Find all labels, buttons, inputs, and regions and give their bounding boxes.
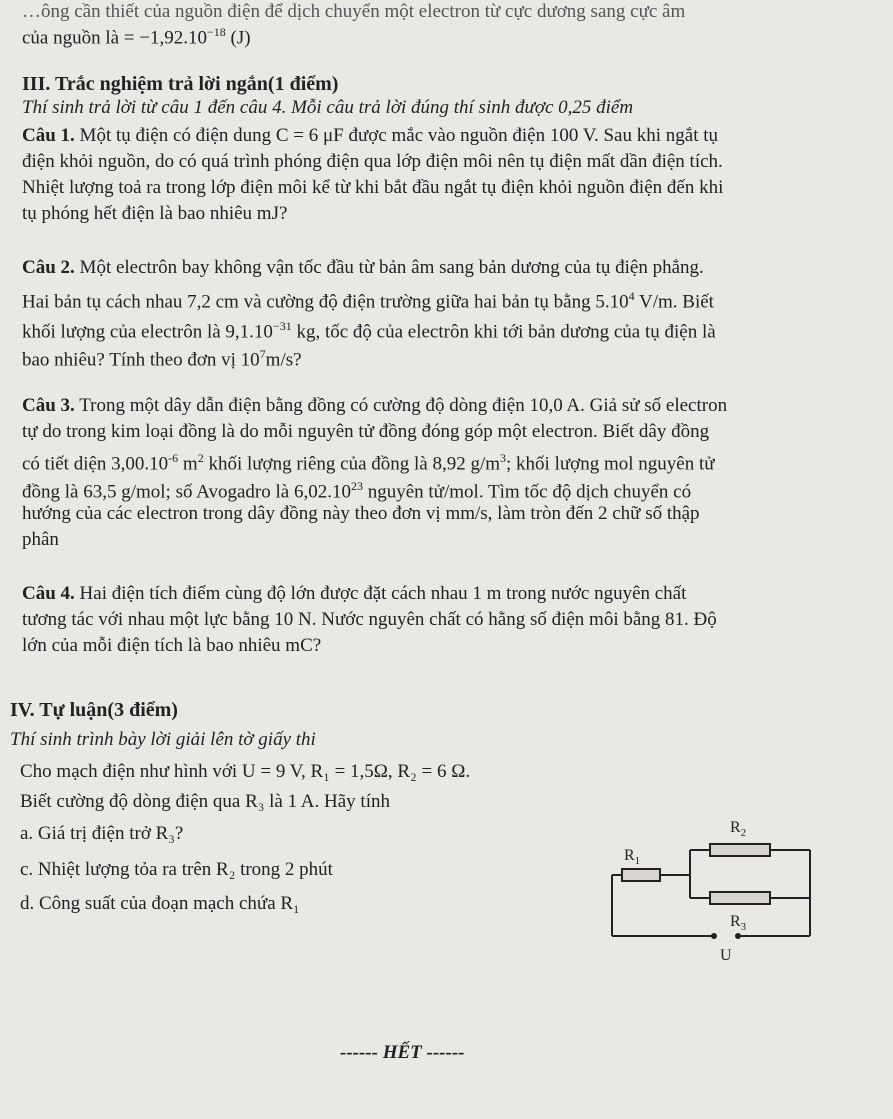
question-3-line-3: có tiết diện $3,00.10^{-6}$ $m^2$ khối lượng riêng của đồng là 8,92 $g/m^3$; khối lượng mol nguyên tử [22,451,715,475]
section-3-instructions: Thí sinh trả lời từ câu 1 đến câu 4. Mỗi câu trả lời đúng thí sinh được 0,25 điểm [22,97,634,118]
resistor-r2 [710,844,770,856]
question-3-line-2: tự do trong kim loại đồng là do mỗi nguyên tử đồng đóng góp một electron. Biết dây đồng [22,421,710,442]
part-a: a. Giá trị điện trở R₃? [20,823,184,844]
question-2-line-3: khối lượng của electrôn là $9,1.10^{-31}$ kg, tốc độ của electrôn khi tới bản dương của tụ điện là [22,319,716,343]
section-4-heading: IV. Tự luận(3 điểm) [10,699,178,721]
question-3-line-6: phân [22,529,59,550]
question-2-line-4: bao nhiêu? Tính theo đơn vị $10^7m/s$? [22,347,302,371]
u-label: U [720,947,732,964]
previous-question-answer: của nguồn là = $-1,92.10^{-18}$ (J) [22,25,251,49]
resistor-r3 [710,892,770,904]
terminal-left [711,933,717,939]
question-3-line-5: hướng của các electron trong dây đồng này theo đơn vị mm/s, làm tròn đến 2 chữ số thập [22,503,700,524]
r3-label: $R_3$ [730,913,747,933]
question-3: Câu 3. Trong một dây dẫn điện bằng đồng có cường độ dòng điện 10,0 A. Giả sử số electron [22,395,728,416]
previous-question-tail: …ông cần thiết của nguồn điện để dịch chuyển một electron từ cực dương sang cực âm [22,1,686,22]
section-4-instructions: Thí sinh trình bày lời giải lên tờ giấy thi [10,729,316,750]
terminal-right [735,933,741,939]
question-4-line-2: tương tác với nhau một lực bằng 10 N. Nước nguyên chất có hằng số điện môi bằng 81. Độ [22,609,717,630]
end-marker: ------ HẾT ------ [340,1042,465,1063]
circuit-diagram [600,810,830,970]
question-1-line-4: tụ phóng hết điện là bao nhiêu mJ? [22,203,288,224]
question-1-line-2: điện khỏi nguồn, do có quá trình phóng điện qua lớp điện môi nên tụ điện mất dần điện tích. [22,151,723,172]
part-d: d. Công suất của đoạn mạch chứa R₁ [20,893,300,914]
question-1-line-3: Nhiệt lượng toả ra trong lớp điện môi kể từ khi bắt đầu ngắt tụ điện khỏi nguồn điện đến khi [22,177,724,198]
problem-statement-2: Biết cường độ dòng điện qua R₃ là 1 A. Hãy tính [20,791,390,812]
r2-label: $R_2$ [730,819,747,839]
question-2: Câu 2. Một electrôn bay không vận tốc đầu từ bản âm sang bản dương của tụ điện phẳng. [22,257,704,278]
part-c: c. Nhiệt lượng tỏa ra trên R₂ trong 2 phút [20,859,333,880]
section-3-heading: III. Trắc nghiệm trả lời ngắn(1 điểm) [22,73,339,95]
question-2-line-2: Hai bản tụ cách nhau 7,2 cm và cường độ điện trường giữa hai bản tụ bằng 5.10$^4$ V/m. Biết [22,289,714,313]
question-4: Câu 4. Hai điện tích điểm cùng độ lớn được đặt cách nhau 1 m trong nước nguyên chất [22,583,687,604]
question-3-line-4: đồng là 63,5 g/mol; số Avogadro là 6,02.10$^{23}$ nguyên tử/mol. Tìm tốc độ dịch chuyển có [22,479,692,503]
question-4-line-3: lớn của mỗi điện tích là bao nhiêu mC? [22,635,322,656]
question-1: Câu 1. Một tụ điện có điện dung C = 6 μF được mắc vào nguồn điện 100 V. Sau khi ngắt tụ [22,125,719,146]
problem-statement-1: Cho mạch điện như hình với U = 9 V, R₁ = 1,5Ω, R₂ = 6 Ω. [20,761,471,782]
resistor-r1 [622,869,660,881]
r1-label: $R_1$ [624,847,641,867]
